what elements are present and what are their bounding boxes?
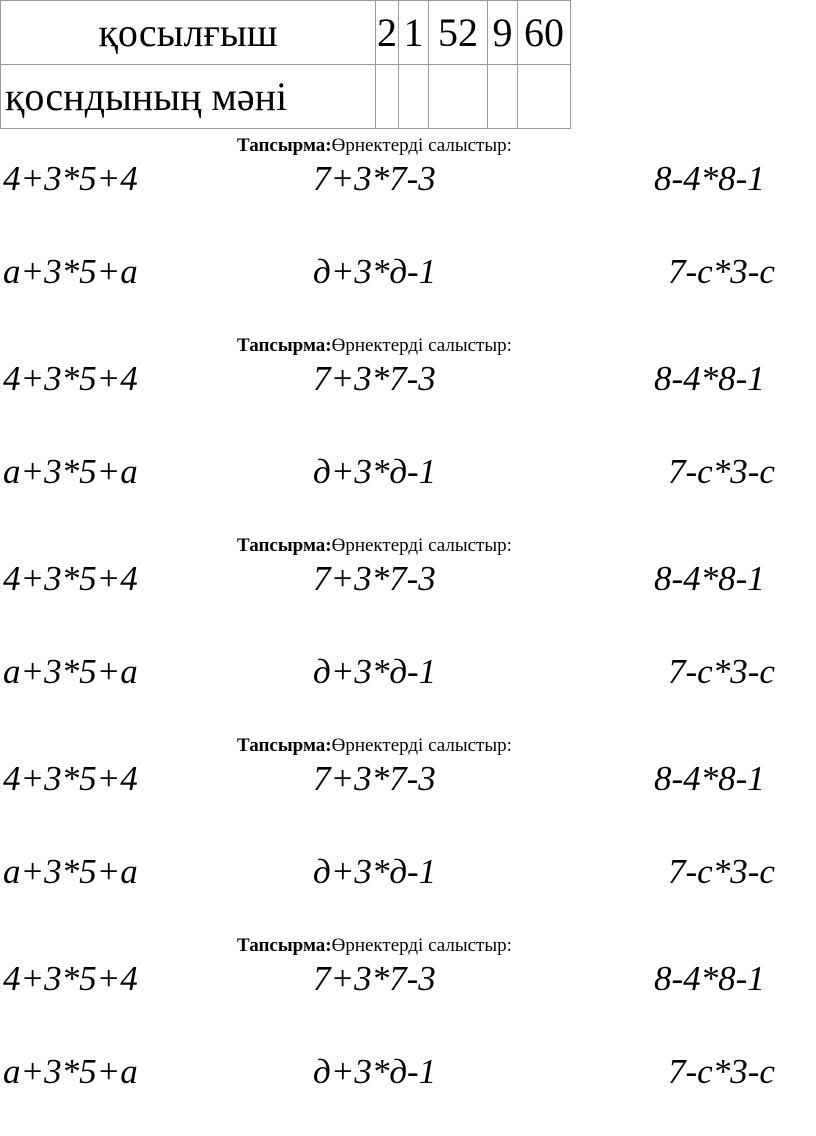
expression: 7+3*7-3: [313, 759, 436, 798]
sum-cell[interactable]: [518, 65, 571, 129]
expression: 4+3*5+4: [3, 159, 138, 198]
task-block: [0, 735, 816, 935]
task-title: [237, 935, 512, 957]
expression: 8-4*8-1: [654, 559, 765, 598]
expression: 7+3*7-3: [313, 959, 436, 998]
addend-value: 1: [399, 1, 429, 65]
addend-table: [0, 0, 571, 129]
sum-cell[interactable]: [488, 65, 518, 129]
expression: д+3*д-1: [313, 852, 437, 891]
expression: 4+3*5+4: [3, 959, 138, 998]
addend-label: қосылғыш: [1, 1, 376, 65]
expression: 7-с*3-с: [668, 452, 775, 491]
expression: 7-с*3-с: [668, 852, 775, 891]
expression: д+3*д-1: [313, 452, 437, 491]
expression: 8-4*8-1: [654, 759, 765, 798]
expression: 7-с*3-с: [668, 252, 775, 291]
addend-value: 60: [518, 1, 571, 65]
expression: а+3*5+а: [3, 452, 138, 491]
expression: 7-с*3-с: [668, 1052, 775, 1091]
task-title-bold: Тапсырма:: [237, 135, 332, 156]
task-title-text: Өрнектерді салыстыр:: [331, 735, 512, 756]
expression: 8-4*8-1: [654, 159, 765, 198]
expression: 7+3*7-3: [313, 359, 436, 398]
sum-label: қосндының мәні: [1, 65, 376, 129]
expression: а+3*5+а: [3, 1052, 138, 1091]
expression: а+3*5+а: [3, 852, 138, 891]
sum-cell[interactable]: [399, 65, 429, 129]
task-title: [237, 735, 512, 757]
task-block: [0, 135, 816, 335]
expression: 8-4*8-1: [654, 959, 765, 998]
expression: д+3*д-1: [313, 1052, 437, 1091]
task-title-text: Өрнектерді салыстыр:: [331, 135, 512, 156]
sum-row: [1, 65, 571, 129]
task-title: [237, 335, 512, 357]
task-block: [0, 935, 816, 1135]
task-title-bold: Тапсырма:: [237, 935, 332, 956]
task-block: [0, 535, 816, 735]
expression: д+3*д-1: [313, 652, 437, 691]
task-title-bold: Тапсырма:: [237, 735, 332, 756]
task-title: [237, 535, 512, 557]
expression: 7+3*7-3: [313, 559, 436, 598]
expression: 4+3*5+4: [3, 559, 138, 598]
task-title-bold: Тапсырма:: [237, 535, 332, 556]
task-title-text: Өрнектерді салыстыр:: [331, 535, 512, 556]
expression: 7+3*7-3: [313, 159, 436, 198]
sum-cell[interactable]: [376, 65, 399, 129]
expression: а+3*5+а: [3, 252, 138, 291]
expression: а+3*5+а: [3, 652, 138, 691]
addend-value: 9: [488, 1, 518, 65]
task-title-text: Өрнектерді салыстыр:: [331, 335, 512, 356]
expression: 8-4*8-1: [654, 359, 765, 398]
task-title-bold: Тапсырма:: [237, 335, 332, 356]
expression: д+3*д-1: [313, 252, 437, 291]
addend-value: 52: [429, 1, 488, 65]
expression: 7-с*3-с: [668, 652, 775, 691]
addend-value: 2: [376, 1, 399, 65]
expression: 4+3*5+4: [3, 759, 138, 798]
task-block: [0, 335, 816, 535]
expression: 4+3*5+4: [3, 359, 138, 398]
sum-cell[interactable]: [429, 65, 488, 129]
task-title-text: Өрнектерді салыстыр:: [331, 935, 512, 956]
addend-row: [1, 1, 571, 65]
task-title: [237, 135, 512, 157]
